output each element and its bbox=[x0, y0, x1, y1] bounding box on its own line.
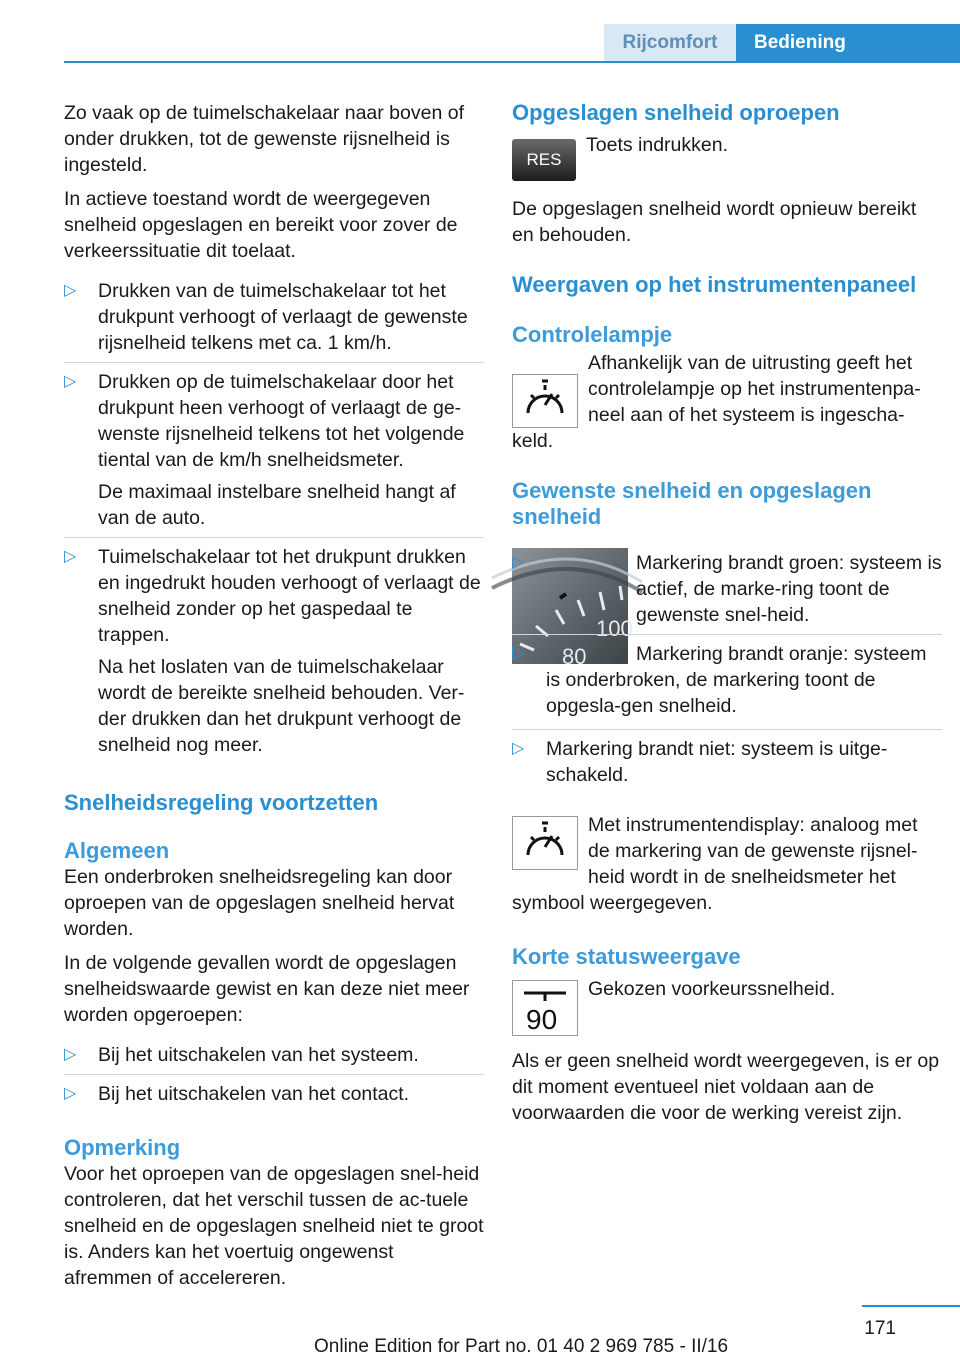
clear-bullet-list bbox=[64, 1036, 484, 1113]
gauge-label-80: 80 bbox=[562, 644, 587, 669]
status-paragraph: Gekozen voorkeurssnelheid. bbox=[588, 978, 836, 1000]
status-speed-value: 90 bbox=[526, 1004, 558, 1035]
triangle-bullet-icon: ▷ bbox=[64, 1046, 77, 1063]
list-item bbox=[64, 272, 484, 362]
footer-rule bbox=[862, 1305, 960, 1307]
marker-off-bullet-list bbox=[512, 729, 942, 794]
list-item bbox=[64, 537, 484, 764]
heading-instrument-displays: Weergaven op het instrumentenpaneel bbox=[512, 272, 917, 297]
right-column bbox=[512, 100, 942, 1126]
bullet-text: Drukken van de tuimelschakelaar tot het drukpunt verhoogt of verlaagt de gewenste rijsnelheid telkens met ca. 1 km/h. bbox=[98, 280, 468, 354]
triangle-bullet-icon: ▷ bbox=[64, 1085, 77, 1102]
page-number: 171 bbox=[864, 1318, 896, 1339]
left-column bbox=[64, 100, 484, 1291]
res-button-icon bbox=[512, 134, 576, 186]
triangle-bullet-icon: ▷ bbox=[512, 645, 525, 662]
bullet-text: Drukken op de tuimelschakelaar door het drukpunt heen verhoogt of verlaagt de ge-wenste rijsnelheid telkens tot het volgende tiental van de km/h snelheidsmeter. bbox=[98, 371, 465, 471]
final-paragraph: Als er geen snelheid wordt weergegeven, is er op dit moment eventueel niet voldaan aan de voorwaarden die voor de werking vereist zijn. bbox=[512, 1050, 940, 1124]
triangle-bullet-icon: ▷ bbox=[64, 282, 77, 299]
heading-general: Algemeen bbox=[64, 838, 170, 863]
cruise-control-symbol-icon bbox=[512, 816, 578, 870]
intro-paragraph-1: Zo vaak op de tuimelschakelaar naar boven of onder drukken, tot de gewenste rijsnelheid is ingesteld. bbox=[64, 102, 464, 176]
general-paragraph-1: Een onderbroken snelheidsregeling kan door oproepen van de opgeslagen snelheid hervat worden. bbox=[64, 866, 455, 940]
recall-instruction: Toets indrukken. bbox=[586, 134, 728, 156]
header-active-tab: Bediening bbox=[736, 24, 960, 61]
cruise-control-lamp-icon bbox=[512, 374, 578, 428]
bullet-text: Bij het uitschakelen van het contact. bbox=[98, 1083, 410, 1105]
recall-paragraph: De opgeslagen snelheid wordt opnieuw bereikt en behouden. bbox=[512, 198, 917, 246]
list-item bbox=[512, 730, 942, 794]
list-item bbox=[64, 1036, 484, 1074]
heading-continue-control: Snelheidsregeling voortzetten bbox=[64, 790, 379, 815]
triangle-bullet-icon: ▷ bbox=[512, 554, 525, 571]
intro-paragraph-2: In actieve toestand wordt de weergegeven snelheid opgeslagen en bereikt voor zover de verkeerssituatie dit toelaat. bbox=[64, 188, 458, 262]
heading-note: Opmerking bbox=[64, 1135, 181, 1160]
bullet-text: Markering brandt groen: systeem is actief, de marke-ring toont de gewenste snel-heid. bbox=[636, 552, 942, 626]
list-item bbox=[512, 544, 942, 634]
list-item bbox=[64, 1074, 484, 1113]
bullet-text: Markering brandt oranje: systeem is onderbroken, de markering toont de opgesla-gen snelheid. bbox=[546, 643, 927, 717]
heading-short-status: Korte statusweergave bbox=[512, 944, 741, 969]
general-paragraph-2: In de volgende gevallen wordt de opgeslagen snelheidswaarde gewist en kan deze niet meer worden opgeroepen: bbox=[64, 952, 470, 1026]
marker-bullet-list bbox=[512, 544, 942, 725]
bullet-text: Tuimelschakelaar tot het drukpunt drukken en ingedrukt houden verhoogt of verlaagt de snelheid zonder op het gaspedaal te trappen. bbox=[98, 546, 481, 646]
triangle-bullet-icon: ▷ bbox=[512, 740, 525, 757]
triangle-bullet-icon: ▷ bbox=[64, 548, 77, 565]
header-section-tab: Rijcomfort bbox=[604, 24, 736, 61]
bullet-text: Markering brandt niet: systeem is uitge-schakeld. bbox=[546, 738, 888, 786]
header-rule bbox=[64, 61, 960, 63]
gauge-label-100: 100 bbox=[596, 616, 633, 641]
note-paragraph: Voor het oproepen van de opgeslagen snel-heid controleren, dat het verschil tussen de ac-tuele snelheid en de opgeslagen snelheid niet te groot is. Anders kan het voertuig ongewenst afremmen of accelereren. bbox=[64, 1163, 484, 1289]
heading-recall-speed: Opgeslagen snelheid oproepen bbox=[512, 100, 840, 125]
list-item bbox=[64, 362, 484, 537]
bullet-text: Bij het uitschakelen van het systeem. bbox=[98, 1044, 419, 1066]
heading-desired-speed: Gewenste snelheid en opgeslagen snelheid bbox=[512, 478, 872, 529]
bullet-extra-text: De maximaal instelbare snelheid hangt af van de auto. bbox=[98, 481, 456, 529]
speed-status-icon bbox=[512, 980, 578, 1036]
heading-indicator-lamp: Controlelampje bbox=[512, 322, 673, 347]
instrument-display-paragraph: Met instrumentendisplay: analoog met de markering van de gewenste rijsnel-heid wordt in de snelheidsmeter het symbool weergegeven. bbox=[512, 814, 918, 914]
triangle-bullet-icon: ▷ bbox=[64, 373, 77, 390]
list-item bbox=[512, 634, 942, 725]
edition-footer: Online Edition for Part no. 01 40 2 969 785 - II/16 bbox=[314, 1336, 729, 1357]
lamp-paragraph: Afhankelijk van de uitrusting geeft het controlelampje op het instrumentenpa-neel aan of het systeem is ingescha-keld. bbox=[512, 352, 921, 452]
res-button-label: RES bbox=[512, 139, 576, 181]
bullet-extra-text: Na het loslaten van de tuimelschakelaar wordt de bereikte snelheid behouden. Ver-der drukken dan het drukpunt verhoogt de snelheid nog meer. bbox=[98, 656, 465, 756]
adjust-bullet-list bbox=[64, 272, 484, 764]
